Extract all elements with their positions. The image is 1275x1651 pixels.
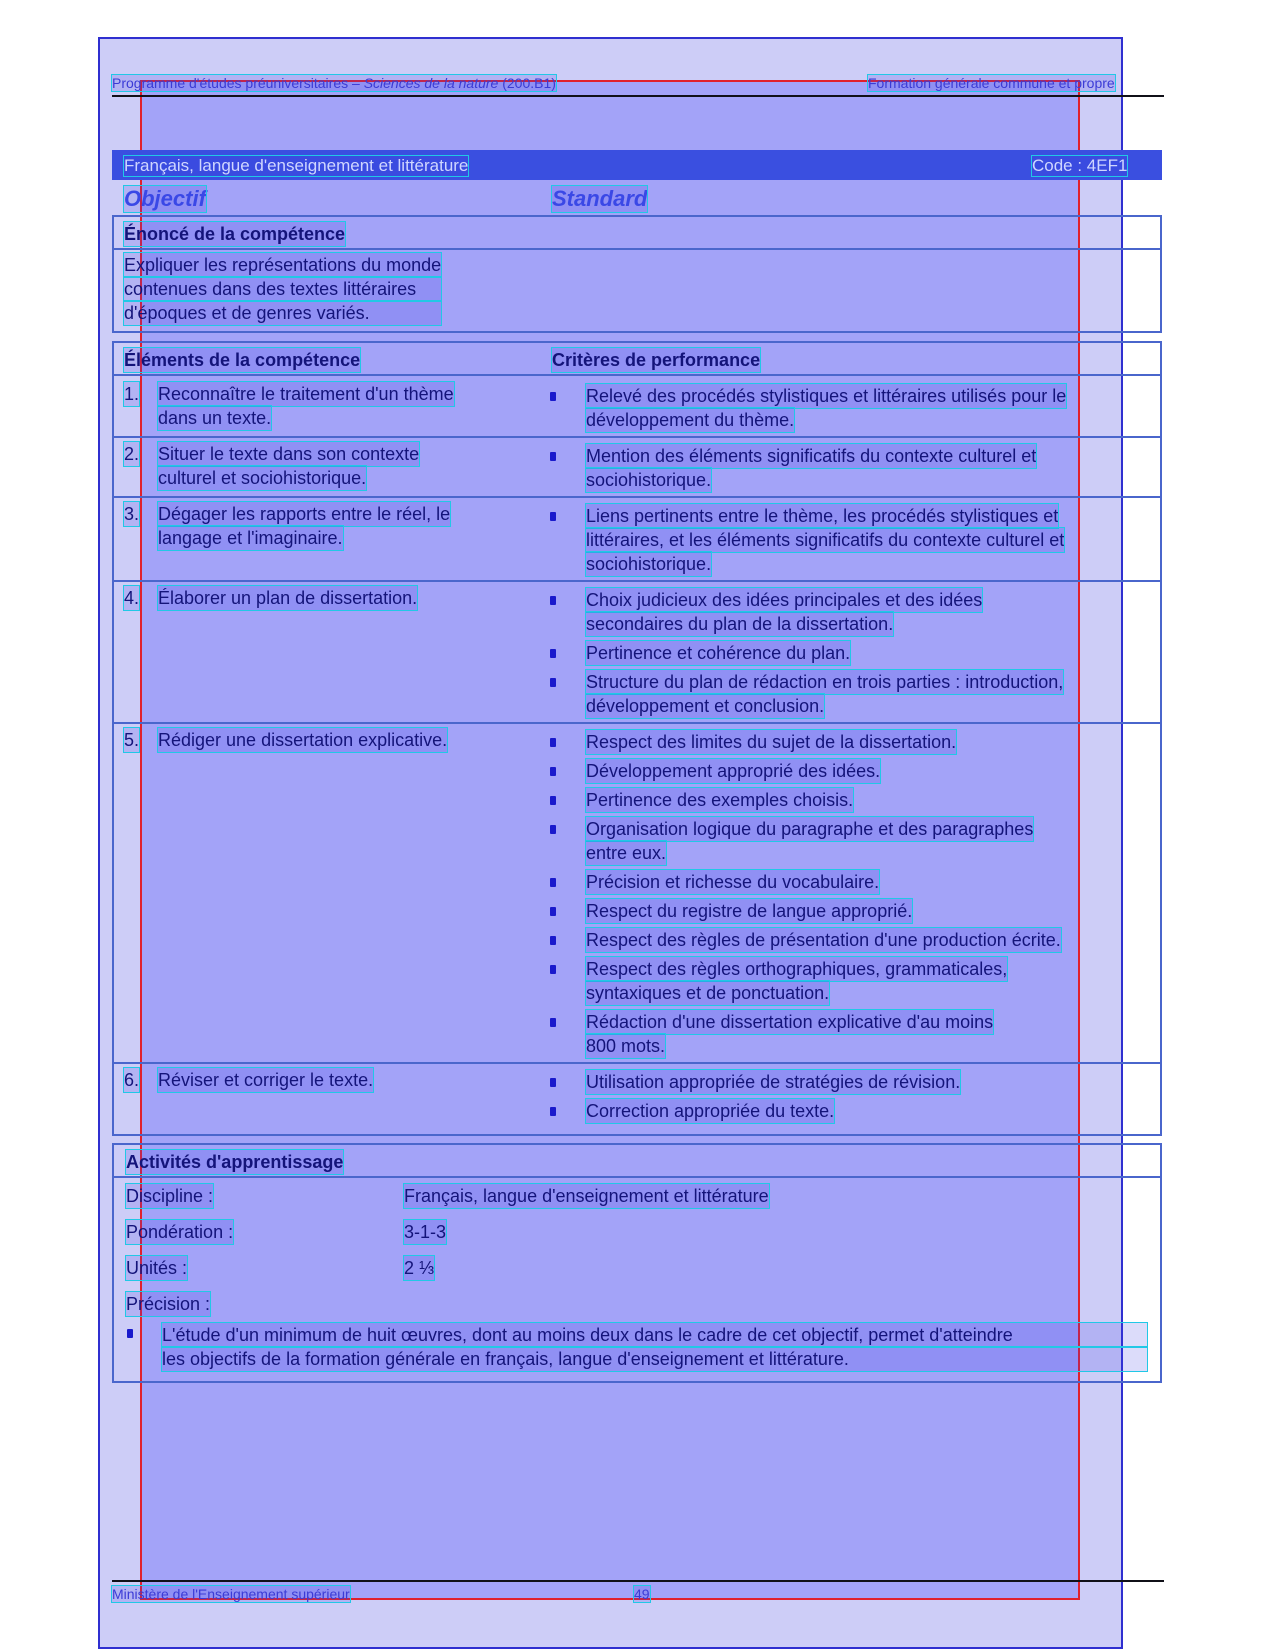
criterion-text: Relevé des procédés stylistiques et littéraires utilisés pour le xyxy=(586,386,1067,406)
bullet-icon xyxy=(550,796,556,805)
bullet-icon xyxy=(550,965,556,974)
discipline-value: Français, langue d'enseignement et littérature xyxy=(404,1186,769,1206)
running-header-left xyxy=(112,75,556,91)
header-program: Programme d'études préuniversitaires – xyxy=(112,75,364,91)
criterion-text: Pertinence des exemples choisis. xyxy=(586,790,854,810)
bullet-icon xyxy=(550,452,556,461)
precision-label: Précision : xyxy=(126,1294,211,1314)
criterion-text: Choix judicieux des idées principales et des idées xyxy=(586,590,983,610)
bullet-icon xyxy=(550,767,556,776)
course-title: Français, langue d'enseignement et littérature xyxy=(124,156,469,175)
objective-heading: Objectif xyxy=(124,186,206,211)
precision-text xyxy=(162,1323,1147,1371)
precision-line: L'étude d'un minimum de huit œuvres, dont au moins deux dans le cadre de cet objectif, permet d'atteindre xyxy=(162,1323,1147,1347)
running-header-right: Formation générale commune et propre xyxy=(868,75,1115,91)
discipline-label: Discipline : xyxy=(126,1186,214,1206)
element-number: 4. xyxy=(124,588,140,608)
criterion-text: Respect du registre de langue approprié. xyxy=(586,901,913,921)
element-number: 2. xyxy=(124,444,140,464)
bullet-icon xyxy=(550,392,556,401)
unites-label: Unités : xyxy=(126,1258,188,1278)
bullet-icon xyxy=(550,678,556,687)
row-divider xyxy=(112,496,1162,498)
activities-divider xyxy=(112,1176,1162,1178)
ponderation-label: Pondération : xyxy=(126,1222,234,1242)
bullet-icon xyxy=(550,936,556,945)
criterion-text: développement du thème. xyxy=(586,410,795,430)
competence-line: Expliquer les représentations du monde xyxy=(124,255,442,275)
bullet-icon xyxy=(550,1078,556,1087)
bullet-icon xyxy=(127,1329,133,1338)
competence-statement xyxy=(124,253,441,325)
criteria-heading: Critères de performance xyxy=(552,350,761,370)
criterion-text: développement et conclusion. xyxy=(586,696,825,716)
bullet-icon xyxy=(550,825,556,834)
element-text: Dégager les rapports entre le réel, le xyxy=(158,504,451,524)
competence-line: contenues dans des textes littéraires xyxy=(124,277,441,301)
competence-divider xyxy=(112,248,1162,250)
bullet-icon xyxy=(550,1018,556,1027)
criterion-text: secondaires du plan de la dissertation. xyxy=(586,614,894,634)
competence-line: d'époques et de genres variés. xyxy=(124,301,441,325)
row-divider xyxy=(112,436,1162,438)
element-text: dans un texte. xyxy=(158,408,272,428)
bullet-icon xyxy=(550,878,556,887)
element-number: 1. xyxy=(124,384,140,404)
criterion-text: sociohistorique. xyxy=(586,470,712,490)
ponderation-value: 3-1-3 xyxy=(404,1222,447,1242)
element-text: langage et l'imaginaire. xyxy=(158,528,343,548)
criterion-text: sociohistorique. xyxy=(586,554,712,574)
bullet-icon xyxy=(550,1107,556,1116)
criterion-text: Mention des éléments significatifs du contexte culturel et xyxy=(586,446,1037,466)
criterion-text: syntaxiques et de ponctuation. xyxy=(586,983,830,1003)
bullet-icon xyxy=(550,907,556,916)
element-number: 3. xyxy=(124,504,140,524)
element-text: Rédiger une dissertation explicative. xyxy=(158,730,448,750)
table-header-divider xyxy=(112,374,1162,376)
element-text: Réviser et corriger le texte. xyxy=(158,1070,374,1090)
row-divider xyxy=(112,722,1162,724)
element-text: Élaborer un plan de dissertation. xyxy=(158,588,418,608)
header-rule xyxy=(112,95,1164,97)
criterion-text: Respect des règles de présentation d'une production écrite. xyxy=(586,930,1061,950)
element-text: culturel et sociohistorique. xyxy=(158,468,367,488)
bullet-icon xyxy=(550,649,556,658)
criterion-text: Pertinence et cohérence du plan. xyxy=(586,643,851,663)
elements-heading: Éléments de la compétence xyxy=(124,350,361,370)
criterion-text: Rédaction d'une dissertation explicative d'au moins xyxy=(586,1012,994,1032)
header-program-code: (200.B1) xyxy=(498,75,556,91)
bullet-icon xyxy=(550,596,556,605)
row-divider xyxy=(112,1062,1162,1064)
criterion-text: Organisation logique du paragraphe et des paragraphes xyxy=(586,819,1034,839)
precision-line: les objectifs de la formation générale en français, langue d'enseignement et littérature. xyxy=(162,1347,1147,1371)
footer-rule xyxy=(112,1580,1164,1582)
course-title-bar xyxy=(112,150,1162,180)
unites-value: 2 ⅓ xyxy=(404,1258,435,1278)
standard-heading: Standard xyxy=(552,186,648,211)
criterion-text: Respect des limites du sujet de la dissertation. xyxy=(586,732,957,752)
row-divider xyxy=(112,580,1162,582)
criterion-text: Respect des règles orthographiques, grammaticales, xyxy=(586,959,1008,979)
element-text: Situer le texte dans son contexte xyxy=(158,444,420,464)
competence-heading: Énoncé de la compétence xyxy=(124,224,346,244)
element-number: 6. xyxy=(124,1070,140,1090)
element-text: Reconnaître le traitement d'un thème xyxy=(158,384,454,404)
course-code: Code : 4EF1 xyxy=(1032,156,1128,175)
criterion-text: Correction appropriée du texte. xyxy=(586,1101,835,1121)
bullet-icon xyxy=(550,738,556,747)
criterion-text: Développement approprié des idées. xyxy=(586,761,881,781)
criterion-text: Utilisation appropriée de stratégies de révision. xyxy=(586,1072,961,1092)
criterion-text: 800 mots. xyxy=(586,1036,666,1056)
criterion-text: littéraires, et les éléments significatifs du contexte culturel et xyxy=(586,530,1065,550)
criterion-text: Précision et richesse du vocabulaire. xyxy=(586,872,880,892)
criterion-text: Liens pertinents entre le thème, les procédés stylistiques et xyxy=(586,506,1059,526)
page-number: 49 xyxy=(634,1586,650,1602)
bullet-icon xyxy=(550,512,556,521)
header-program-name: Sciences de la nature xyxy=(363,75,499,91)
footer-ministry: Ministère de l'Enseignement supérieur xyxy=(112,1586,350,1602)
element-number: 5. xyxy=(124,730,140,750)
criterion-text: Structure du plan de rédaction en trois parties : introduction, xyxy=(586,672,1064,692)
criterion-text: entre eux. xyxy=(586,843,667,863)
activities-heading: Activités d'apprentissage xyxy=(126,1152,344,1172)
